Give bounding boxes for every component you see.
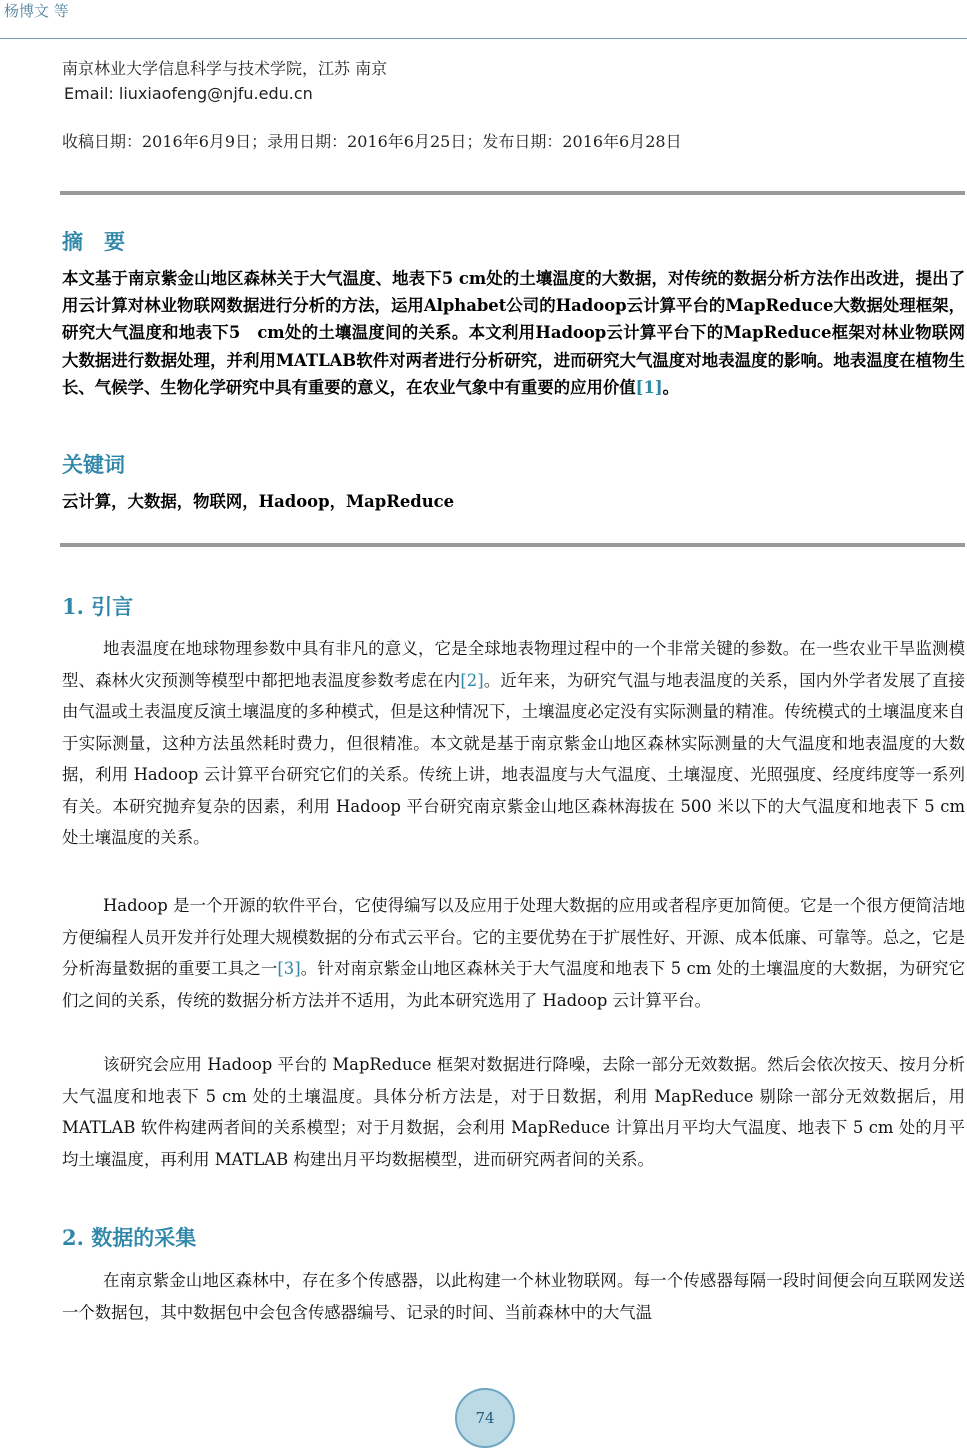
citation-link[interactable]: [1] (635, 377, 663, 397)
publication-dates: 收稿日期：2016年6月9日；录用日期：2016年6月25日；发布日期：2016年6月28日 (62, 132, 682, 151)
paragraph-text: 。近年来，为研究气温与地表温度的关系，国内外学者发展了直接由气温或土表温度反演土壤温度的多种模式，但是这种情况下，土壤温度必定没有实际测量的精准。传统模式的土壤温度来自于实际测量，这种方法虽然耗时费力，但很精准。本文就是基于南京紫金山地区森林实际测量的大气温度和地表温度的大数据，利用 Hadoop 云计算平台研究它们的关系。传统上讲，地表温度与大气温度、土壤湿度、光照强度、经度纬度等一系列有关。本研究抛弃复杂的因素，利用 Hadoop 平台研究南京紫金山地区森林海拔在 500 米以下的大气温度和地表下 5 cm 处土壤温度的关系。 (62, 670, 965, 847)
citation-link[interactable]: [2] (460, 670, 484, 690)
abstract-heading: 摘 要 (62, 229, 125, 254)
section2-paragraph1: 在南京紫金山地区森林中，存在多个传感器，以此构建一个林业物联网。每一个传感器每隔一段时间便会向互联网发送一个数据包，其中数据包中会包含传感器编号、记录的时间、当前森林中的大气温 (62, 1271, 965, 1322)
keywords-text: 云计算，大数据，物联网，Hadoop，MapReduce (62, 492, 455, 511)
running-header-author: 杨博文 等 (4, 2, 69, 20)
divider-bottom (60, 543, 965, 547)
abstract-text (62, 265, 965, 401)
citation-link[interactable]: [3] (277, 959, 301, 978)
paragraph-text: 地表温度在地球物理参数中具有非凡的意义，它是全球地表物理过程中的一个非常关键的参数。在一些农业干旱监测模型、森林火灾预测等模型中都把地表温度参数考虑在内 (62, 639, 965, 690)
section1-paragraph1 (62, 633, 965, 854)
paragraph-text: 。针对南京紫金山地区森林关于大气温度和地表下 5 cm 处的土壤温度的大数据，为研究它们之间的关系，传统的数据分析方法并不适用，为此本研究选用了 Hadoop 云计算平台。 (62, 959, 966, 1010)
keywords-heading: 关键词 (62, 452, 125, 477)
email: Email: liuxiaofeng@njfu.edu.cn (64, 84, 313, 103)
abstract-end: 。 (662, 377, 679, 397)
paragraph-text: Hadoop 是一个开源的软件平台，它使得编写以及应用于处理大数据的应用或者程序更加简便。它是一个很方便简洁地方便编程人员开发并行处理大规模数据的分布式云平台。它的主要优势在于扩展性好、开源、成本低廉、可靠等。总之，它是分析海量数据的重要工具之一 (62, 896, 965, 978)
affiliation: 南京林业大学信息科学与技术学院，江苏 南京 (62, 59, 388, 78)
divider-top (60, 191, 965, 195)
abstract-body: 本文基于南京紫金山地区森林关于大气温度、地表下5 cm处的土壤温度的大数据，对传统的数据分析方法作出改进，提出了用云计算对林业物联网数据进行分析的方法，运用Alphabet公司的Hadoop云计算平台的MapReduce大数据处理框架，研究大气温度和地表下5 cm处的土壤温度间的关系。本文利用Hadoop云计算平台下的MapReduce框架对林业物联网大数据进行数据处理，并利用MATLAB软件对两者进行分析研究，进而研究大气温度对地表温度的影响。地表温度在植物生长、气候学、生物化学研究中具有重要的意义，在农业气象中有重要的应用价值 (62, 269, 965, 397)
header-rule (0, 38, 967, 39)
section1-paragraph3: 该研究会应用 Hadoop 平台的 MapReduce 框架对数据进行降噪，去除一部分无效数据。然后会依次按天、按月分析大气温度和地表下 5 cm 处的土壤温度。具体分析方法是，对于日数据，利用 MapReduce 剔除一部分无效数据后，用 MATLAB 软件构建两者间的关系模型；对于月数据，会利用 MapReduce 计算出月平均大气温度、地表下 5 cm 处的月平均土壤温度，再利用 MATLAB 构建出月平均数据模型，进而研究两者间的关系。 (62, 1055, 965, 1169)
section2-heading: 2. 数据的采集 (62, 1225, 197, 1250)
page-number-badge: 74 (455, 1388, 515, 1448)
section1-heading: 1. 引言 (62, 594, 134, 619)
section1-paragraph2 (62, 890, 965, 1016)
